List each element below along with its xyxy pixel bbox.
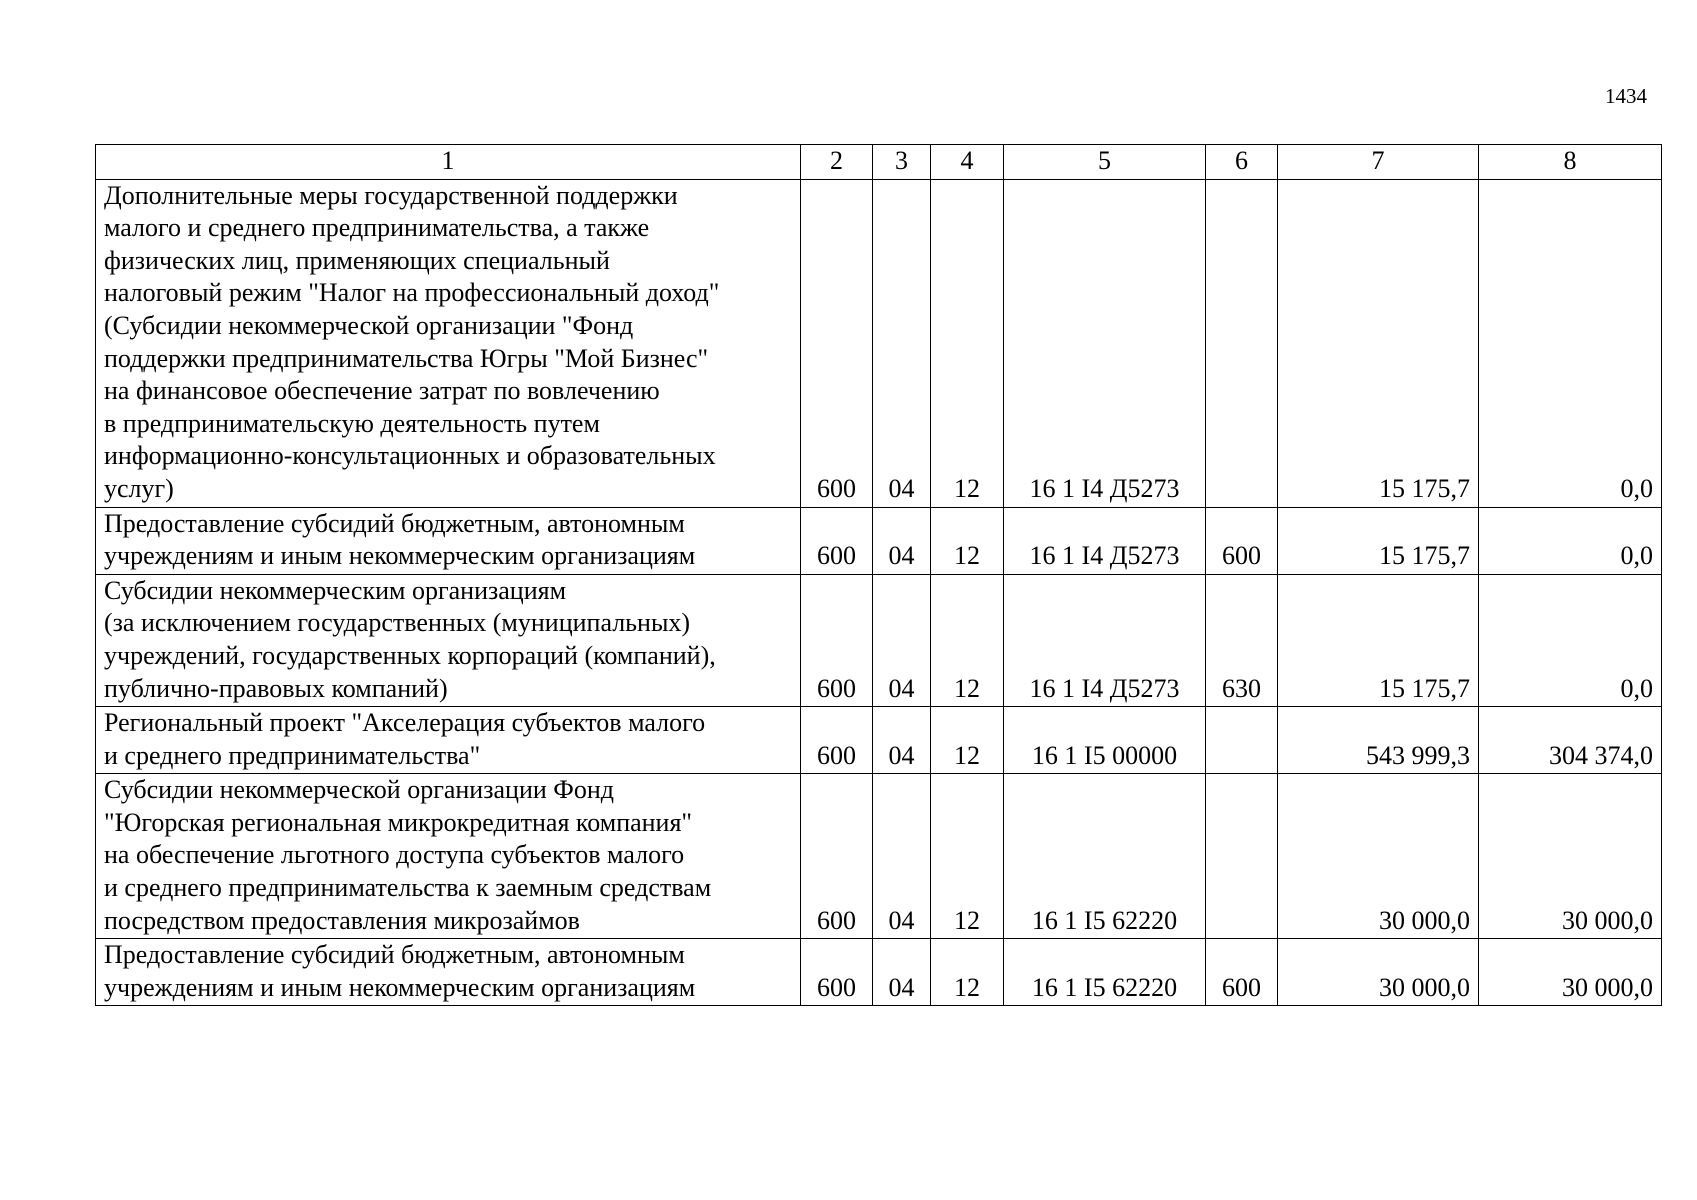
description-line: на обеспечение льготного доступа субъектов малого — [104, 840, 685, 870]
header-cell-3: 3 — [873, 145, 931, 180]
row-description — [96, 774, 801, 939]
description-line: Предоставление субсидий бюджетным, автономным — [104, 508, 685, 538]
cell-col8: 0,0 — [1479, 179, 1662, 507]
description-line: услуг) — [104, 473, 174, 503]
cell-col4: 12 — [931, 707, 1004, 774]
cell-col8: 304 374,0 — [1479, 707, 1662, 774]
table-row — [96, 179, 1662, 507]
table-row — [96, 774, 1662, 939]
cell-col3: 04 — [873, 707, 931, 774]
header-cell-8: 8 — [1479, 145, 1662, 180]
description-line: в предпринимательскую деятельность путем — [104, 408, 600, 438]
header-cell-6: 6 — [1206, 145, 1278, 180]
description-line: "Югорская региональная микрокредитная компания" — [104, 807, 693, 837]
description-line: на финансовое обеспечение затрат по вовлечению — [104, 376, 660, 406]
cell-col4: 12 — [931, 507, 1004, 574]
description-line: информационно-консультационных и образовательных — [104, 441, 716, 471]
description-line: налоговый режим "Налог на профессиональный доход" — [104, 278, 720, 308]
description-line: учреждениям и иным некоммерческим организациям — [104, 972, 696, 1002]
header-cell-7: 7 — [1278, 145, 1479, 180]
row-description — [96, 707, 801, 774]
page-number: 1434 — [1605, 84, 1647, 108]
table-row — [96, 574, 1662, 706]
description-line: малого и среднего предпринимательства, а также — [104, 213, 650, 243]
description-line: учреждений, государственных корпораций (компаний), — [104, 640, 716, 670]
cell-col3: 04 — [873, 939, 931, 1006]
cell-col3: 04 — [873, 574, 931, 706]
description-line: (за исключением государственных (муниципальных) — [104, 608, 691, 638]
cell-col7: 30 000,0 — [1278, 774, 1479, 939]
cell-col6: 600 — [1206, 939, 1278, 1006]
cell-col7: 15 175,7 — [1278, 574, 1479, 706]
row-description — [96, 507, 801, 574]
cell-col4: 12 — [931, 574, 1004, 706]
description-line: учреждениям и иным некоммерческим организациям — [104, 541, 696, 571]
row-description — [96, 574, 801, 706]
cell-col5: 16 1 I4 Д5273 — [1004, 574, 1206, 706]
cell-col2: 600 — [801, 179, 873, 507]
cell-col7: 15 175,7 — [1278, 179, 1479, 507]
description-line: (Субсидии некоммерческой организации "Фонд — [104, 310, 634, 340]
cell-col3: 04 — [873, 179, 931, 507]
cell-col2: 600 — [801, 507, 873, 574]
header-cell-4: 4 — [931, 145, 1004, 180]
cell-col7: 15 175,7 — [1278, 507, 1479, 574]
cell-col6: 600 — [1206, 507, 1278, 574]
cell-col8: 30 000,0 — [1479, 939, 1662, 1006]
description-line: и среднего предпринимательства" — [104, 740, 481, 770]
cell-col4: 12 — [931, 774, 1004, 939]
cell-col4: 12 — [931, 939, 1004, 1006]
description-line: посредством предоставления микрозаймов — [104, 905, 580, 935]
description-line: Субсидии некоммерческой организации Фонд — [104, 775, 614, 805]
cell-col6: 630 — [1206, 574, 1278, 706]
cell-col6 — [1206, 774, 1278, 939]
table-row — [96, 939, 1662, 1006]
description-line: публично-правовых компаний) — [104, 673, 448, 703]
header-cell-5: 5 — [1004, 145, 1206, 180]
cell-col4: 12 — [931, 179, 1004, 507]
cell-col2: 600 — [801, 939, 873, 1006]
cell-col2: 600 — [801, 707, 873, 774]
cell-col2: 600 — [801, 574, 873, 706]
description-line: Предоставление субсидий бюджетным, автономным — [104, 940, 685, 970]
budget-table — [95, 144, 1662, 1006]
cell-col8: 0,0 — [1479, 507, 1662, 574]
description-line: и среднего предпринимательства к заемным средствам — [104, 873, 712, 903]
description-line: физических лиц, применяющих специальный — [104, 245, 610, 275]
cell-col7: 30 000,0 — [1278, 939, 1479, 1006]
cell-col2: 600 — [801, 774, 873, 939]
cell-col8: 0,0 — [1479, 574, 1662, 706]
cell-col5: 16 1 I5 62220 — [1004, 939, 1206, 1006]
description-line: Субсидии некоммерческим организациям — [104, 575, 567, 605]
row-description — [96, 939, 801, 1006]
cell-col5: 16 1 I5 62220 — [1004, 774, 1206, 939]
cell-col6 — [1206, 179, 1278, 507]
description-line: Региональный проект "Акселерация субъектов малого — [104, 708, 706, 738]
cell-col5: 16 1 I4 Д5273 — [1004, 179, 1206, 507]
cell-col5: 16 1 I4 Д5273 — [1004, 507, 1206, 574]
header-row — [96, 145, 1662, 180]
cell-col8: 30 000,0 — [1479, 774, 1662, 939]
cell-col5: 16 1 I5 00000 — [1004, 707, 1206, 774]
description-line: поддержки предпринимательства Югры "Мой Бизнес" — [104, 343, 709, 373]
table-row — [96, 507, 1662, 574]
table-row — [96, 707, 1662, 774]
cell-col6 — [1206, 707, 1278, 774]
cell-col3: 04 — [873, 507, 931, 574]
description-line: Дополнительные меры государственной поддержки — [104, 180, 678, 210]
header-cell-1: 1 — [96, 145, 801, 180]
cell-col3: 04 — [873, 774, 931, 939]
cell-col7: 543 999,3 — [1278, 707, 1479, 774]
row-description — [96, 179, 801, 507]
header-cell-2: 2 — [801, 145, 873, 180]
